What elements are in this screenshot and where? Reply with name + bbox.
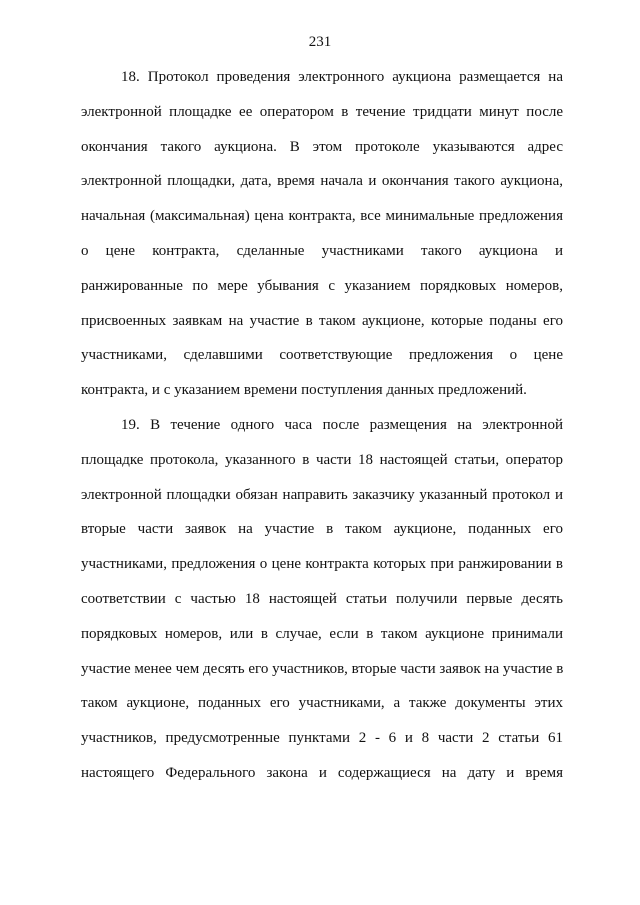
- text-line: окончания такого аукциона. В этом протоколе указываются адрес: [81, 138, 563, 155]
- text-line: электронной площадки, дата, время начала и окончания такого аукциона,: [81, 173, 563, 190]
- text-line: настоящего Федерального закона и содержащиеся на дату и время: [81, 764, 563, 781]
- paragraph-18: [81, 60, 563, 408]
- text-line: 19. В течение одного часа после размещения на электронной: [121, 417, 563, 433]
- text-line: соответствии с частью 18 настоящей статьи получили первые десять: [81, 590, 563, 607]
- text-line: начальная (максимальная) цена контракта, все минимальные предложения: [81, 208, 563, 225]
- text-line: порядковых номеров, или в случае, если в таком аукционе принимали: [81, 625, 563, 642]
- text-line: о цене контракта, сделанные участниками такого аукциона и: [81, 242, 563, 259]
- text-line: контракта, и с указанием времени поступления данных предложений.: [81, 382, 527, 399]
- text-line: электронной площадки обязан направить заказчику указанный протокол и: [81, 486, 563, 503]
- paragraph-19: [81, 408, 563, 791]
- text-line: присвоенных заявкам на участие в таком аукционе, которые поданы его: [81, 312, 563, 329]
- text-line: таком аукционе, поданных его участниками, а также документы этих: [81, 695, 563, 712]
- text-line: участниками, предложения о цене контракта которых при ранжировании в: [81, 556, 563, 573]
- text-line: участниками, сделавшими соответствующие предложения о цене: [81, 347, 563, 364]
- text-line: ранжированные по мере убывания с указанием порядковых номеров,: [81, 277, 563, 294]
- text-line: электронной площадке ее оператором в течение тридцати минут после: [81, 103, 563, 120]
- text-line: вторые части заявок на участие в таком аукционе, поданных его: [81, 521, 563, 538]
- text-line: участников, предусмотренные пунктами 2 - 6 и 8 части 2 статьи 61: [81, 730, 563, 747]
- text-line: площадке протокола, указанного в части 18 настоящей статьи, оператор: [81, 451, 563, 468]
- text-line: участие менее чем десять его участников, вторые части заявок на участие в: [81, 660, 564, 677]
- text-line: 18. Протокол проведения электронного аукциона размещается на: [121, 69, 563, 85]
- page-number: 231: [308, 34, 332, 50]
